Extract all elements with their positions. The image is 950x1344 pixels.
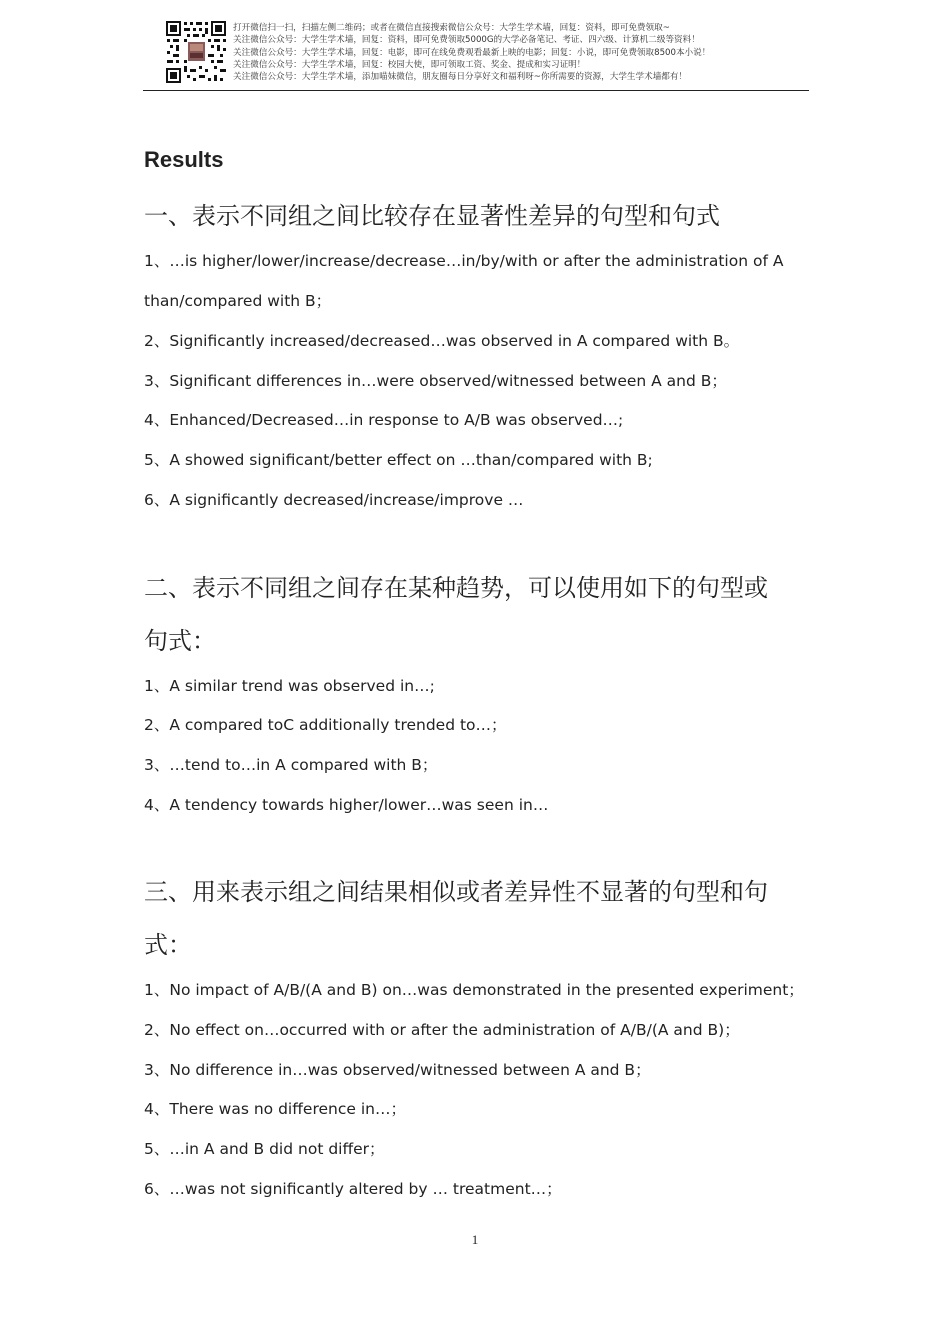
header-line: 关注微信公众号：大学生学术墙，回复：校园大使，即可领取工资、奖金、提成和实习证明！ bbox=[233, 59, 586, 70]
header-line: 打开微信扫一扫，扫描左侧二维码；或者在微信直接搜索微信公众号：大学生学术墙，回复：资料，即可免费领取~ bbox=[233, 23, 670, 33]
list-item: 6、A significantly decreased/increase/improve … bbox=[144, 491, 524, 509]
list-item: 5、…in A and B did not differ； bbox=[144, 1140, 385, 1158]
list-item: 2、Significantly increased/decreased…was observed in A compared with B。 bbox=[144, 332, 740, 350]
list-item: 1、A similar trend was observed in…; bbox=[144, 677, 435, 695]
section-heading: 三、用来表示组之间结果相似或者差异性不显著的句型和句 bbox=[144, 878, 768, 906]
section-heading: 式： bbox=[144, 931, 192, 959]
qr-code-icon bbox=[165, 20, 227, 84]
list-item: 3、No difference in…was observed/witnessed between A and B； bbox=[144, 1061, 651, 1079]
header-divider bbox=[143, 90, 809, 91]
page-header bbox=[165, 20, 810, 86]
section-heading: 句式： bbox=[144, 627, 216, 655]
list-item: 4、A tendency towards higher/lower…was seen in… bbox=[144, 796, 549, 814]
list-item: 3、Significant differences in…were observed/witnessed between A and B； bbox=[144, 372, 727, 390]
list-item: 6、…was not significantly altered by … treatment…； bbox=[144, 1180, 562, 1198]
header-line: 关注微信公众号：大学生学术墙，回复：资料，即可免费领取5000G的大学必备笔记、考证、四六级、计算机二级等资料！ bbox=[233, 35, 700, 46]
list-item: 2、No effect on…occurred with or after the administration of A/B/(A and B)； bbox=[144, 1021, 740, 1039]
list-item: than/compared with B； bbox=[144, 292, 332, 310]
list-item: 1、No impact of A/B/(A and B) on…was demonstrated in the presented experiment； bbox=[144, 981, 804, 999]
section-heading: 二、表示不同组之间存在某种趋势，可以使用如下的句型或 bbox=[144, 574, 768, 602]
header-line: 关注微信公众号：大学生学术墙，回复：电影，即可在线免费观看最新上映的电影；回复：小说，即可免费领取8500本小说！ bbox=[233, 47, 711, 58]
list-item: 5、A showed significant/better effect on …than/compared with B; bbox=[144, 451, 653, 469]
page-number: 1 bbox=[471, 1232, 479, 1247]
list-item: 2、A compared toC additionally trended to…； bbox=[144, 716, 507, 734]
document-title: Results bbox=[144, 147, 224, 172]
list-item: 3、…tend to…in A compared with B； bbox=[144, 756, 438, 774]
list-item: 4、There was no difference in…； bbox=[144, 1100, 406, 1118]
header-line: 关注微信公众号：大学生学术墙，添加喵妹微信，朋友圈每日分享好文和福利呀~你所需要的资源，大学生学术墙都有！ bbox=[233, 72, 688, 83]
section-heading: 一、表示不同组之间比较存在显著性差异的句型和句式 bbox=[144, 202, 720, 230]
list-item: 1、…is higher/lower/increase/decrease…in/by/with or after the administration of A bbox=[144, 252, 784, 270]
header-notice bbox=[233, 22, 710, 83]
list-item: 4、Enhanced/Decreased…in response to A/B was observed…; bbox=[144, 411, 624, 429]
